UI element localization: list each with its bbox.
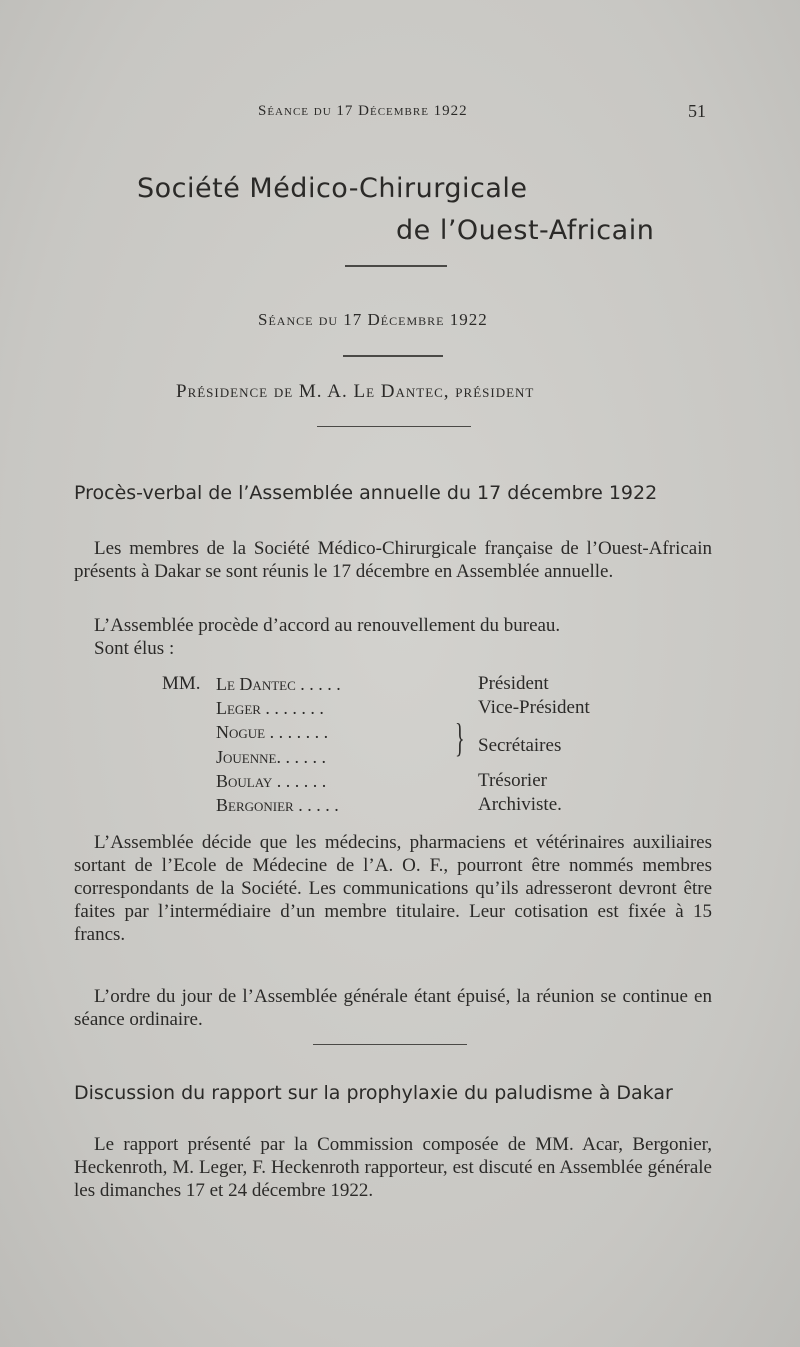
session-date: Séance du 17 Décembre 1922 <box>258 310 488 329</box>
page-number: 51 <box>688 101 706 121</box>
officer-name: Boulay . . . . . . <box>216 771 327 791</box>
officer-name: Le Dantec . . . . . <box>216 674 341 694</box>
officer-name: Jouenne. . . . . . <box>216 747 326 767</box>
society-title-line2: de l’Ouest-Africain <box>396 215 655 246</box>
officer-name: Nogue . . . . . . . <box>216 722 329 742</box>
presidency-line: Présidence de M. A. Le Dantec, président <box>176 381 535 402</box>
officer-name: Bergonier . . . . . <box>216 795 339 815</box>
mm-label: MM. <box>162 673 201 694</box>
paragraph: Sont élus : <box>94 638 175 659</box>
divider-rule <box>317 426 471 427</box>
divider-rule <box>343 355 443 357</box>
paragraph: L’Assemblée procède d’accord au renouvellement du bureau. <box>94 615 561 636</box>
society-title-line1: Société Médico-Chirurgicale <box>137 173 528 204</box>
officer-role: Trésorier <box>478 770 547 791</box>
section-heading: Procès-verbal de l’Assemblée annuelle du 17 décembre 1922 <box>74 482 658 504</box>
officer-role: Secrétaires <box>478 735 562 756</box>
running-head: Séance du 17 Décembre 1922 <box>258 103 468 119</box>
paragraph: Le rapport présenté par la Commission composée de MM. Acar, Bergonier, Heckenroth, M. Leger, F. Heckenroth rapporteur, est discuté en Assemblée générale les dimanches 17 et 24 décembre 1922. <box>74 1134 712 1201</box>
divider-rule <box>313 1044 467 1045</box>
officer-role: Archiviste. <box>478 794 562 815</box>
officer-name: Leger . . . . . . . <box>216 698 324 718</box>
brace-glyph: } <box>455 715 465 760</box>
paragraph: L’ordre du jour de l’Assemblée générale étant épuisé, la réunion se continue en séance ordinaire. <box>74 986 712 1030</box>
section-heading: Discussion du rapport sur la prophylaxie du paludisme à Dakar <box>74 1082 673 1104</box>
officer-role: Vice-Président <box>478 697 590 718</box>
paragraph: Les membres de la Société Médico-Chirurgicale française de l’Ouest-Africain présents à Dakar se sont réunis le 17 décembre en Assemblée annuelle. <box>74 538 712 582</box>
officer-role: Président <box>478 673 549 694</box>
divider-rule <box>345 265 447 267</box>
paragraph: L’Assemblée décide que les médecins, pharmaciens et vétérinaires auxiliaires sortant de l’Ecole de Médecine de l’A. O. F., pourront être nommés membres correspondants de la Société. Les communications qu’ils adresseront devront être faites par l’intermédiaire d’un membre titulaire. Leur cotisation est fixée à 15 francs. <box>74 832 712 945</box>
